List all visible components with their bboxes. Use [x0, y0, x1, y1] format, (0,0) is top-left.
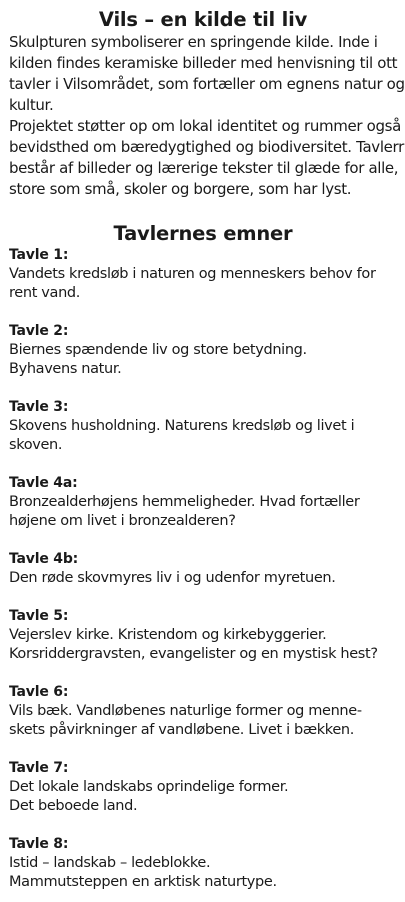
board-entry	[9, 398, 405, 455]
board-label: Tavle 4a:	[9, 475, 78, 491]
intro-line: tavler i Vilsområdet, som fortæller om egnens natur og	[9, 75, 405, 93]
board-line: Korsriddergravsten, evangelister og en mystisk hest?	[9, 646, 378, 662]
intro-text	[9, 32, 405, 200]
board-entry	[9, 759, 405, 816]
page-title: Vils – en kilde til liv	[98, 8, 308, 31]
board-description	[9, 778, 405, 816]
board-entry	[9, 835, 405, 892]
board-label: Tavle 2:	[9, 323, 69, 339]
intro-line: bevidsthed om bæredygtighed og biodiversitet. Tavlerr	[9, 138, 404, 156]
board-line: Vils bæk. Vandløbenes naturlige former og menne-	[9, 703, 362, 719]
board-label: Tavle 6:	[9, 684, 69, 700]
board-description	[9, 569, 405, 588]
document-page	[9, 8, 405, 892]
board-entry	[9, 322, 405, 379]
intro-line: kilden findes keramiske billeder med henvisning til ott	[9, 54, 398, 72]
board-label: Tavle 8:	[9, 836, 69, 852]
board-description	[9, 417, 405, 455]
board-line: Den røde skovmyres liv i og udenfor myretuen.	[9, 570, 336, 586]
intro-line: store som små, skoler og borgere, som har lyst.	[9, 180, 352, 198]
intro-line: kultur.	[9, 96, 54, 114]
board-line: Det beboede land.	[9, 798, 138, 814]
intro-line: består af billeder og lærerige tekster til glæde for alle,	[9, 159, 399, 177]
board-entry	[9, 550, 405, 588]
board-description	[9, 854, 405, 892]
board-line: skets påvirkninger af vandløbene. Livet i bækken.	[9, 722, 355, 738]
board-line: Biernes spændende liv og store betydning.	[9, 342, 307, 358]
board-entry	[9, 607, 405, 664]
board-line: højene om livet i bronzealderen?	[9, 513, 236, 529]
board-line: rent vand.	[9, 285, 81, 301]
intro-line: Projektet støtter op om lokal identitet og rummer også	[9, 117, 401, 135]
board-line: Mammutsteppen en arktisk naturtype.	[9, 874, 277, 890]
section-heading: Tavlernes emner	[113, 222, 293, 245]
board-line: Vejerslev kirke. Kristendom og kirkebyggerier.	[9, 627, 327, 643]
board-line: Skovens husholdning. Naturens kredsløb og livet i	[9, 418, 355, 434]
board-line: Vandets kredsløb i naturen og menneskers behov for	[9, 266, 376, 282]
board-description	[9, 493, 405, 531]
board-entry	[9, 683, 405, 740]
board-label: Tavle 4b:	[9, 551, 79, 567]
board-entry	[9, 474, 405, 531]
board-line: Det lokale landskabs oprindelige former.	[9, 779, 289, 795]
board-description	[9, 702, 405, 740]
board-description	[9, 341, 405, 379]
board-line: Bronzealderhøjens hemmeligheder. Hvad fortæller	[9, 494, 360, 510]
board-description	[9, 626, 405, 664]
intro-line: Skulpturen symboliserer en springende kilde. Inde i	[9, 33, 378, 51]
board-label: Tavle 3:	[9, 399, 69, 415]
board-line: Byhavens natur.	[9, 361, 122, 377]
board-line: Istid – landskab – ledeblokke.	[9, 855, 211, 871]
board-line: skoven.	[9, 437, 63, 453]
board-label: Tavle 7:	[9, 760, 69, 776]
board-label: Tavle 5:	[9, 608, 69, 624]
board-entry	[9, 246, 405, 303]
board-description	[9, 265, 405, 303]
board-label: Tavle 1:	[9, 247, 69, 263]
